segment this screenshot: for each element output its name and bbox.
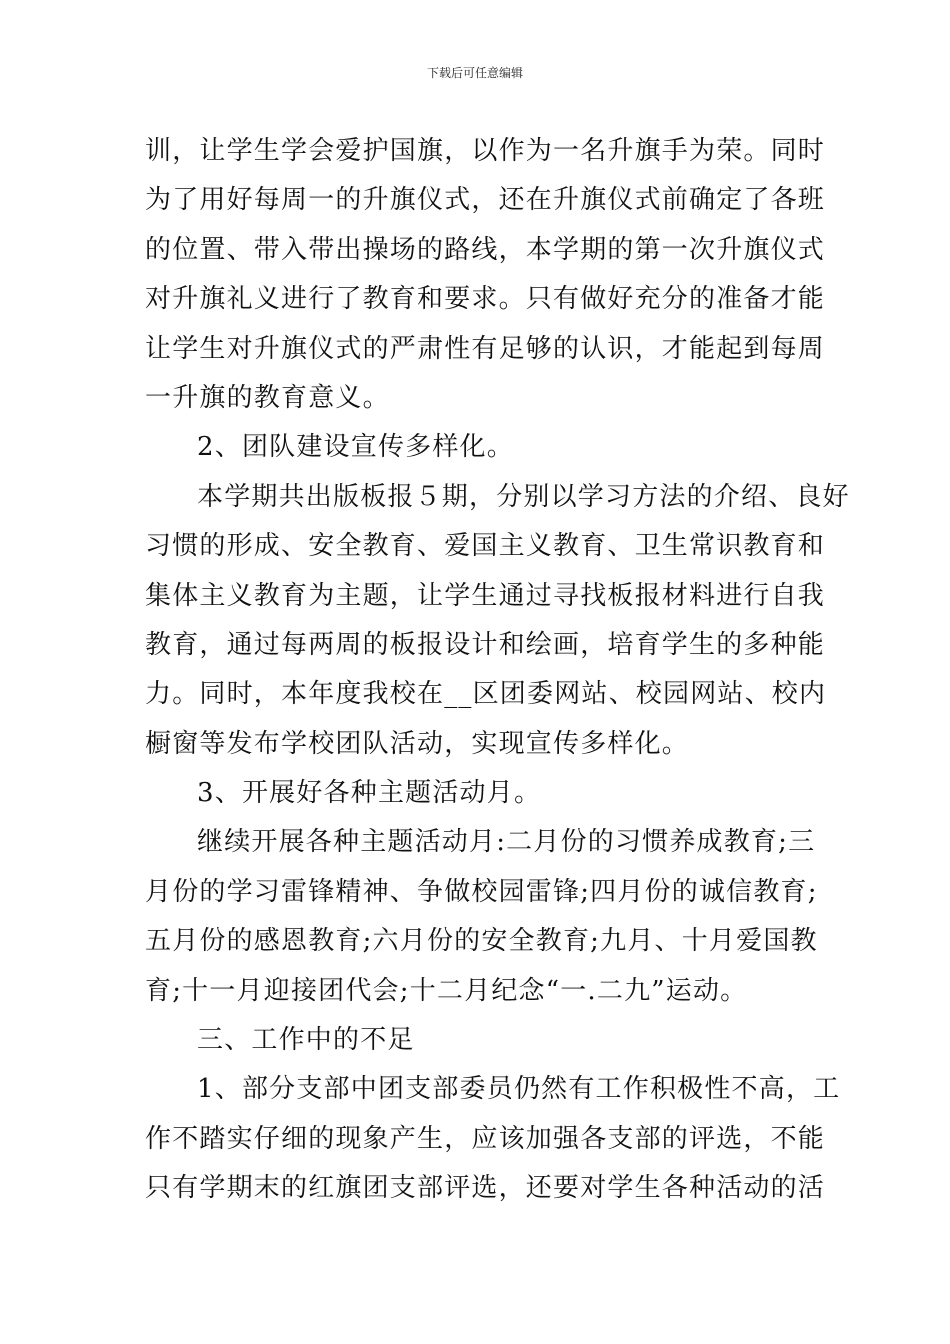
text-line: 月份的学习雷锋精神、争做校园雷锋;四月份的诚信教育; [145, 876, 818, 907]
text-line: 作不踏实仔细的现象产生，应该加强各支部的评选，不能 [145, 1123, 826, 1154]
text-line: 为了用好每周一的升旗仪式，还在升旗仪式前确定了各班 [145, 185, 826, 216]
section-heading: 2、团队建设宣传多样化。 [197, 432, 514, 463]
text-line: 1、部分支部中团支部委员仍然有工作积极性不高，工 [197, 1074, 841, 1105]
text-line: 集体主义教育为主题，让学生通过寻找板报材料进行自我 [145, 580, 826, 611]
text-line: 的位置、带入带出操场的路线，本学期的第一次升旗仪式 [145, 234, 826, 265]
text-line: 对升旗礼义进行了教育和要求。只有做好充分的准备才能 [145, 284, 826, 315]
section-heading: 三、工作中的不足 [197, 1025, 415, 1056]
text-line: 训，让学生学会爱护国旗，以作为一名升旗手为荣。同时 [145, 136, 826, 166]
text-line: 本学期共出版板报５期，分别以学习方法的介绍、良好 [197, 481, 850, 512]
text-line: 五月份的感恩教育;六月份的安全教育;九月、十月爱国教 [145, 926, 818, 957]
text-line: 习惯的形成、安全教育、爱国主义教育、卫生常识教育和 [145, 531, 826, 562]
section-heading: 3、开展好各种主题活动月。 [197, 778, 542, 809]
text-line: 力。同时，本年度我校在__区团委网站、校园网站、校内 [145, 679, 827, 710]
text-line: 一升旗的教育意义。 [145, 382, 390, 413]
text-line: 让学生对升旗仪式的严肃性有足够的认识，才能起到每周 [145, 333, 826, 364]
text-line: 教育，通过每两周的板报设计和绘画，培育学生的多种能 [145, 629, 826, 660]
page-header-note: 下载后可任意编辑 [426, 66, 523, 80]
text-line: 育;十一月迎接团代会;十二月纪念“一.二九”运动。 [145, 975, 748, 1006]
text-line: 只有学期末的红旗团支部评选，还要对学生各种活动的活 [145, 1173, 826, 1204]
text-line: 继续开展各种主题活动月:二月份的习惯养成教育;三 [197, 827, 816, 858]
text-line: 橱窗等发布学校团队活动，实现宣传多样化。 [145, 728, 690, 759]
document-body [145, 127, 850, 1214]
